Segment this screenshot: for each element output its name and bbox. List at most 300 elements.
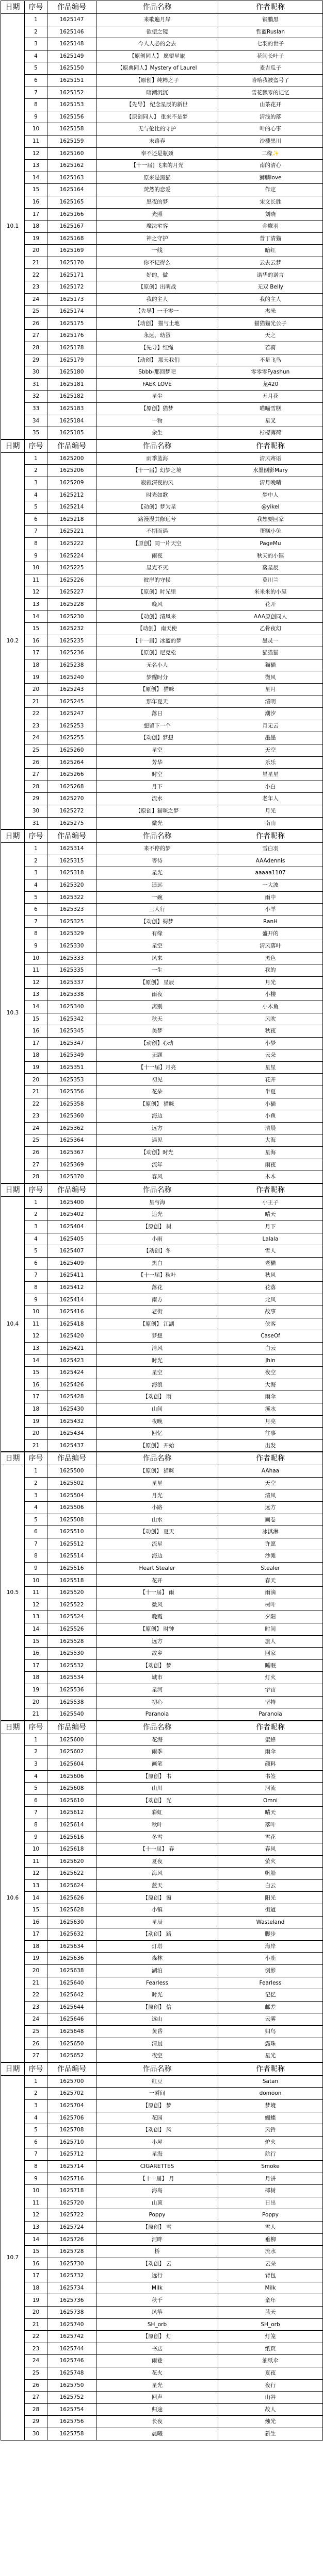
row-number: 12 <box>25 976 47 989</box>
work-title: 清晨 <box>96 2038 218 2050</box>
author-name: 颜料 <box>218 1758 323 1770</box>
work-code: 1625536 <box>47 1684 96 1696</box>
work-title: 河畔 <box>96 2233 218 2246</box>
table-row <box>1 160 323 172</box>
table-row <box>1 2088 323 2100</box>
work-code: 1625532 <box>47 1659 96 1672</box>
work-title: 末路春 <box>96 135 218 147</box>
work-title: 你不记得么 <box>96 257 218 269</box>
column-header: 序号 <box>25 1721 47 1734</box>
work-title: 三人行 <box>96 904 218 916</box>
work-title: 书店 <box>96 2343 218 2355</box>
table-row <box>1 2233 323 2246</box>
column-header: 作者昵称 <box>218 1452 323 1465</box>
table-row <box>1 2075 323 2088</box>
work-code: 1625323 <box>47 904 96 916</box>
work-title: 黄昏 <box>96 2026 218 2038</box>
work-code: 1625172 <box>47 281 96 294</box>
work-code: 1625524 <box>47 1611 96 1623</box>
work-title: 雨季蓝海 <box>96 452 218 465</box>
work-code: 1625243 <box>47 684 96 696</box>
table-row <box>1 2282 323 2294</box>
table-row <box>1 269 323 281</box>
row-number: 5 <box>25 1783 47 1795</box>
table-row <box>1 904 323 916</box>
work-title: 回声 <box>96 2392 218 2404</box>
row-number: 35 <box>25 427 47 439</box>
author-name: 云朵 <box>218 2258 323 2270</box>
work-title: 遥远 <box>96 879 218 891</box>
row-number: 25 <box>25 306 47 318</box>
work-code: 1625428 <box>47 1391 96 1403</box>
work-code: 1625502 <box>47 1477 96 1489</box>
work-code: 1625602 <box>47 1746 96 1758</box>
row-number: 11 <box>25 1587 47 1599</box>
row-number: 12 <box>25 586 47 599</box>
work-title: 山间 <box>96 1403 218 1415</box>
author-name: 出发 <box>218 1439 323 1452</box>
author-name: 晴天 <box>218 1209 323 1221</box>
table-row <box>1 2403 323 2416</box>
date-group-table <box>1 1183 323 1452</box>
table-row <box>1 1159 323 1171</box>
table-row <box>1 2112 323 2124</box>
work-code: 1625272 <box>47 805 96 818</box>
column-header: 作者昵称 <box>218 439 323 452</box>
author-name: 萤火 <box>218 1855 323 1868</box>
author-name: domoon <box>218 2088 323 2100</box>
author-name: 月无云 <box>218 720 323 732</box>
author-name: 星星 <box>218 1061 323 1074</box>
work-title: 【原创】 江湖 <box>96 1318 218 1330</box>
work-title: 梦想 <box>96 1330 218 1343</box>
date-group-table <box>1 1452 323 1720</box>
row-number: 23 <box>25 2001 47 2013</box>
work-title: 【原创】 梦 <box>96 2099 218 2112</box>
work-title: 红豆 <box>96 2075 218 2088</box>
author-name: 墨墨 <box>218 732 323 744</box>
work-title: 【动创】时光 <box>96 1147 218 1159</box>
work-title: 秋千 <box>96 2294 218 2307</box>
work-title: 雨夜 <box>96 550 218 562</box>
work-title: 【动创】蜀梦 <box>96 916 218 928</box>
column-header: 日期 <box>1 830 25 843</box>
row-number: 9 <box>25 1294 47 1306</box>
row-number: 7 <box>25 526 47 538</box>
table-row <box>1 1269 323 1282</box>
work-code: 1625156 <box>47 111 96 123</box>
author-name: 天空 <box>218 1477 323 1489</box>
table-row <box>1 769 323 781</box>
table-row <box>1 2148 323 2161</box>
row-number: 20 <box>25 1696 47 1708</box>
work-code: 1625146 <box>47 26 96 38</box>
row-number: 33 <box>25 403 47 415</box>
work-title: 原来是黑猫 <box>96 172 218 184</box>
work-code: 1625349 <box>47 1049 96 1062</box>
author-name: 老年人 <box>218 793 323 805</box>
table-row <box>1 1868 323 1880</box>
work-code: 1625758 <box>47 2428 96 2441</box>
author-name: 蝴蝶 <box>218 2112 323 2124</box>
author-name: 天之 <box>218 330 323 342</box>
work-code: 1625630 <box>47 1916 96 1928</box>
table-row <box>1 1147 323 1159</box>
work-title: 桥 <box>96 2246 218 2258</box>
work-code: 1625322 <box>47 891 96 904</box>
date-group-table <box>1 829 323 1183</box>
work-title: 【动创】 猫与土地 <box>96 317 218 330</box>
table-row <box>1 781 323 793</box>
work-title: 时光 <box>96 1989 218 2002</box>
author-name: 雨伞 <box>218 1746 323 1758</box>
column-header: 作品编号 <box>47 830 96 843</box>
author-name: 猫猫 <box>218 659 323 671</box>
table-row <box>1 1074 323 1086</box>
table-row <box>1 928 323 940</box>
work-title: 【原创】出萌战 <box>96 281 218 294</box>
author-name: 作定 <box>218 184 323 196</box>
table-row <box>1 196 323 208</box>
work-title: 【动创】清风来 <box>96 611 218 623</box>
table-row <box>1 1734 323 1746</box>
row-number: 8 <box>25 928 47 940</box>
work-title: 微光 <box>96 817 218 829</box>
work-code: 1625620 <box>47 1855 96 1868</box>
header-row <box>1 830 323 843</box>
row-number: 34 <box>25 415 47 427</box>
column-header: 日期 <box>1 1183 25 1196</box>
author-name: 蛋糕小兔 <box>218 526 323 538</box>
row-number: 11 <box>25 574 47 586</box>
work-title: 寂寂深夜的风 <box>96 477 218 489</box>
work-code: 1625174 <box>47 306 96 318</box>
row-number: 16 <box>25 2258 47 2270</box>
row-number: 10 <box>25 1843 47 1856</box>
row-number: 24 <box>25 1122 47 1134</box>
author-name: 航行 <box>218 2148 323 2161</box>
work-code: 1625353 <box>47 1074 96 1086</box>
table-row <box>1 2367 323 2380</box>
author-name: 暗红 <box>218 245 323 257</box>
row-number: 9 <box>25 2173 47 2185</box>
work-title: 晚风 <box>96 598 218 611</box>
column-header: 作品名称 <box>96 1183 218 1196</box>
author-name: Fearless <box>218 1977 323 1989</box>
work-title: 【十一届】冰蓝的梦 <box>96 635 218 647</box>
work-code: 1625148 <box>47 38 96 50</box>
work-title: 一瞬间 <box>96 2088 218 2100</box>
work-title: 【十一届】 春 <box>96 1843 218 1856</box>
work-title: 初心 <box>96 1696 218 1708</box>
row-number: 10 <box>25 2185 47 2197</box>
work-code: 1625652 <box>47 2050 96 2062</box>
row-number: 4 <box>25 1502 47 1514</box>
table-row <box>1 1635 323 1648</box>
author-name: Paranoia <box>218 1708 323 1721</box>
author-name: 月饼 <box>218 2173 323 2185</box>
author-name: 往事 <box>218 1428 323 1440</box>
work-code: 1625640 <box>47 1977 96 1989</box>
work-title: 路漫漫其修远兮 <box>96 513 218 526</box>
author-name: 星光 <box>218 2050 323 2062</box>
work-title: 【原创】 时钟 <box>96 1623 218 1636</box>
row-number: 10 <box>25 952 47 964</box>
table-row <box>1 2026 323 2038</box>
work-title: 好的，做 <box>96 269 218 281</box>
work-code: 1625181 <box>47 378 96 391</box>
work-title: 芳华 <box>96 756 218 769</box>
row-number: 32 <box>25 391 47 403</box>
author-name: 帆船 <box>218 1868 323 1880</box>
author-name: 盛开的 <box>218 928 323 940</box>
row-number: 21 <box>25 1708 47 1721</box>
table-row <box>1 2099 323 2112</box>
work-title: SH_orb <box>96 2318 218 2331</box>
row-number: 1 <box>25 452 47 465</box>
table-row <box>1 172 323 184</box>
row-number: 29 <box>25 793 47 805</box>
work-code: 1625152 <box>47 87 96 99</box>
author-name: 柠檬薄荷 <box>218 427 323 439</box>
work-code: 1625333 <box>47 952 96 964</box>
work-code: 1625360 <box>47 1110 96 1123</box>
work-code: 1625716 <box>47 2173 96 2185</box>
table-row <box>1 940 323 952</box>
work-code: 1625706 <box>47 2112 96 2124</box>
work-code: 1625736 <box>47 2294 96 2307</box>
work-code: 1625158 <box>47 123 96 135</box>
row-number: 3 <box>25 1221 47 1233</box>
row-number: 18 <box>25 1940 47 1953</box>
table-row <box>1 1171 323 1183</box>
author-name: 椰树 <box>218 2185 323 2197</box>
header-row <box>1 1721 323 1734</box>
table-row <box>1 2392 323 2404</box>
table-row <box>1 1098 323 1110</box>
row-number: 25 <box>25 2367 47 2380</box>
author-name: 秋风 <box>218 1269 323 1282</box>
table-row <box>1 1746 323 1758</box>
work-code: 1625221 <box>47 526 96 538</box>
row-number: 21 <box>25 1977 47 1989</box>
work-code: 1625153 <box>47 99 96 111</box>
author-name: 刘晓 <box>218 208 323 221</box>
author-name: 油纸伞 <box>218 2355 323 2367</box>
work-code: 1625315 <box>47 855 96 867</box>
table-row <box>1 1134 323 1147</box>
work-title: 暗潮沉沉 <box>96 87 218 99</box>
table-row <box>1 366 323 379</box>
work-code: 1625226 <box>47 574 96 586</box>
date-cell: 10.1 <box>1 14 25 439</box>
author-name: 清浅的落 <box>218 111 323 123</box>
row-number: 9 <box>25 111 47 123</box>
table-row <box>1 562 323 574</box>
row-number: 27 <box>25 2392 47 2404</box>
column-header: 日期 <box>1 2062 25 2075</box>
table-row <box>1 1013 323 1025</box>
author-name: 哲蓝Ruslan <box>218 26 323 38</box>
work-title: 小雨 <box>96 1233 218 1245</box>
work-code: 1625171 <box>47 269 96 281</box>
author-name: AAhaa <box>218 1465 323 1478</box>
row-number: 18 <box>25 2282 47 2294</box>
table-row <box>1 378 323 391</box>
work-code: 1625255 <box>47 732 96 744</box>
table-row <box>1 99 323 111</box>
row-number: 15 <box>25 1013 47 1025</box>
author-name: 时间 <box>218 1623 323 1636</box>
table-row <box>1 501 323 514</box>
work-code: 1625500 <box>47 1465 96 1478</box>
row-number: 29 <box>25 2416 47 2428</box>
table-row <box>1 1758 323 1770</box>
row-number: 3 <box>25 867 47 879</box>
author-name: 金鹰羽 <box>218 221 323 233</box>
column-header: 作品名称 <box>96 2062 218 2075</box>
table-row <box>1 2136 323 2148</box>
table-row <box>1 306 323 318</box>
work-title: 黑夜的梦 <box>96 196 218 208</box>
table-row <box>1 1037 323 1049</box>
work-title: 一碗 <box>96 891 218 904</box>
table-row <box>1 1659 323 1672</box>
work-title: 远行 <box>96 2270 218 2282</box>
row-number: 2 <box>25 1477 47 1489</box>
work-title: 星空 <box>96 744 218 757</box>
author-name: 春风 <box>218 1843 323 1856</box>
author-name: 烛光 <box>218 2416 323 2428</box>
author-name: 龙420 <box>218 378 323 391</box>
date-group-table <box>1 439 323 829</box>
work-code: 1625506 <box>47 1502 96 1514</box>
header-row <box>1 1452 323 1465</box>
table-row <box>1 257 323 269</box>
work-title: 一生 <box>96 964 218 977</box>
author-name: 清明 <box>218 696 323 708</box>
work-code: 1625227 <box>47 586 96 599</box>
row-number: 17 <box>25 1391 47 1403</box>
row-number: 1 <box>25 843 47 855</box>
row-number: 29 <box>25 354 47 366</box>
work-code: 1625742 <box>47 2331 96 2343</box>
work-title: 时光如歌 <box>96 489 218 501</box>
row-number: 1 <box>25 2075 47 2088</box>
work-title: 花开 <box>96 1574 218 1587</box>
author-name: 流水 <box>218 2246 323 2258</box>
table-row <box>1 2294 323 2307</box>
author-name: 雨伞 <box>218 1391 323 1403</box>
author-name: 我的主人 <box>218 293 323 306</box>
table-row <box>1 1807 323 1819</box>
work-code: 1625340 <box>47 1001 96 1013</box>
row-number: 2 <box>25 2088 47 2100</box>
row-number: 22 <box>25 1989 47 2002</box>
row-number: 13 <box>25 1611 47 1623</box>
author-name: 喵喵雪糕 <box>218 403 323 415</box>
work-title: 夏夜 <box>96 1855 218 1868</box>
row-number: 17 <box>25 1659 47 1672</box>
work-code: 1625329 <box>47 928 96 940</box>
table-row <box>1 135 323 147</box>
row-number: 15 <box>25 1367 47 1379</box>
table-row <box>1 403 323 415</box>
table-row <box>1 1281 323 1294</box>
work-title: 时光 <box>96 1354 218 1367</box>
author-name: 零零零Fyashun <box>218 366 323 379</box>
work-code: 1625240 <box>47 671 96 684</box>
work-code: 1625151 <box>47 74 96 87</box>
row-number: 21 <box>25 2318 47 2331</box>
work-title: 光照 <box>96 208 218 221</box>
work-code: 1625168 <box>47 232 96 245</box>
work-code: 1625622 <box>47 1868 96 1880</box>
work-code: 1625225 <box>47 562 96 574</box>
work-title: 【动创】心动 <box>96 1037 218 1049</box>
work-title: 海风 <box>96 1868 218 1880</box>
work-code: 1625636 <box>47 1953 96 1965</box>
row-number: 16 <box>25 196 47 208</box>
work-title: Poppy <box>96 2209 218 2222</box>
column-header: 作品编号 <box>47 1721 96 1734</box>
author-name: 杰米 <box>218 306 323 318</box>
table-row <box>1 1831 323 1843</box>
row-number: 22 <box>25 269 47 281</box>
row-number: 27 <box>25 330 47 342</box>
table-row <box>1 1403 323 1415</box>
table-row <box>1 1574 323 1587</box>
table-row <box>1 38 323 50</box>
row-number: 2 <box>25 26 47 38</box>
table-row <box>1 1819 323 1831</box>
work-code: 1625504 <box>47 1489 96 1502</box>
work-title: 梦醒时分 <box>96 671 218 684</box>
row-number: 18 <box>25 1049 47 1062</box>
author-name: 猫猫猫光公子 <box>218 317 323 330</box>
table-row <box>1 2124 323 2137</box>
author-name: 不是飞鸟 <box>218 354 323 366</box>
work-code: 1625752 <box>47 2392 96 2404</box>
table-row <box>1 1306 323 1318</box>
row-number: 21 <box>25 696 47 708</box>
work-title: 【十一届】月亮 <box>96 1061 218 1074</box>
author-name: 莫川兰 <box>218 574 323 586</box>
author-name: 坚持 <box>218 1696 323 1708</box>
author-name: 街道 <box>218 1904 323 1917</box>
author-name: 记忆 <box>218 1989 323 2002</box>
row-number: 24 <box>25 293 47 306</box>
work-title: 落花 <box>96 1281 218 1294</box>
work-code: 1625162 <box>47 160 96 172</box>
work-title: 月光 <box>96 1489 218 1502</box>
work-code: 1625411 <box>47 1269 96 1282</box>
table-row <box>1 1563 323 1575</box>
column-header: 序号 <box>25 830 47 843</box>
work-title: 小路 <box>96 1502 218 1514</box>
work-code: 1625185 <box>47 427 96 439</box>
work-title: 【动创】 风 <box>96 2124 218 2137</box>
work-code: 1625369 <box>47 1159 96 1171</box>
work-title: 【十一届】 月 <box>96 2173 218 2185</box>
table-row <box>1 1257 323 1269</box>
table-row <box>1 1221 323 1233</box>
work-code: 1625530 <box>47 1648 96 1660</box>
author-name: 夕阳 <box>218 1611 323 1623</box>
row-number: 8 <box>25 537 47 550</box>
table-row <box>1 1550 323 1563</box>
row-number: 1 <box>25 1196 47 1209</box>
